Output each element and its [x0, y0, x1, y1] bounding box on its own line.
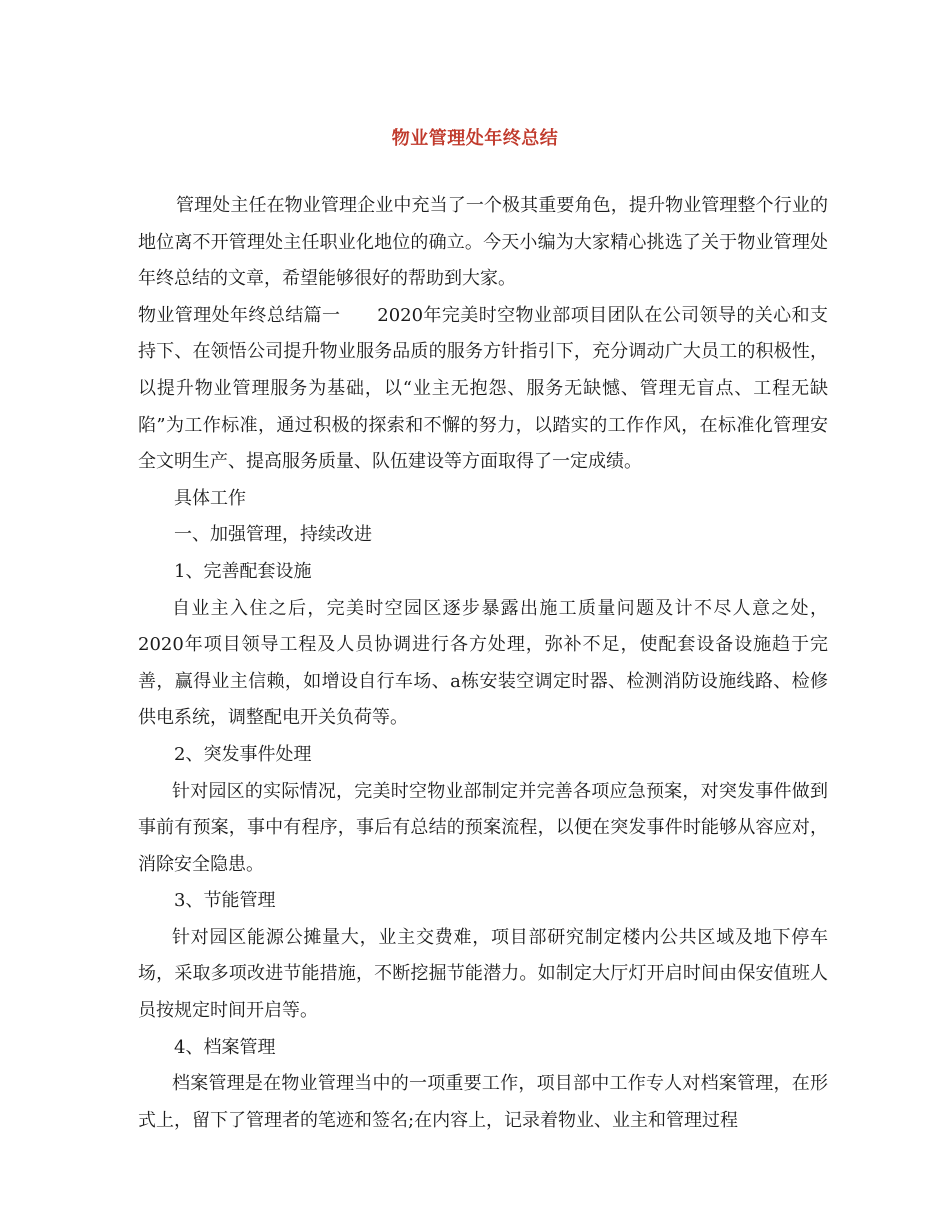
heading-energy: 3、节能管理 [174, 890, 276, 912]
heading-strengthen-management: 一、加强管理，持续改进 [174, 524, 372, 546]
archives-paragraph: 档案管理是在物业管理当中的一项重要工作，项目部中工作专人对档案管理，在形式上，留下了管理者的笔迹和签名;在内容上，记录着物业、业主和管理过程 [138, 1073, 828, 1131]
heading-archives: 4、档案管理 [174, 1036, 276, 1058]
facilities-paragraph: 自业主入住之后，完美时空园区逐步暴露出施工质量问题及计不尽人意之处，2020年项目领导工程及人员协调进行各方处理，弥补不足，使配套设备设施趋于完善，赢得业主信赖，如增设自行车场、a栋安装空调定时器、检测消防设施线路、检修供电系统，调整配电开关负荷等。 [138, 597, 828, 729]
document-body [138, 188, 828, 1139]
heading-facilities: 1、完善配套设施 [174, 560, 312, 582]
energy-paragraph: 针对园区能源公摊量大，业主交费难，项目部研究制定楼内公共区域及地下停车场，采取多项改进节能措施，不断挖掘节能潜力。如制定大厅灯开启时间由保安值班人员按规定时间开启等。 [138, 926, 828, 1022]
heading-emergency: 2、突发事件处理 [174, 743, 312, 765]
intro-paragraph: 管理处主任在物业管理企业中充当了一个极其重要角色，提升物业管理整个行业的地位离不开管理处主任职业化地位的确立。今天小编为大家精心挑选了关于物业管理处年终总结的文章，希望能够很好的帮助到大家。 [138, 195, 828, 290]
emergency-paragraph: 针对园区的实际情况，完美时空物业部制定并完善各项应急预案，对突发事件做到事前有预案，事中有程序，事后有总结的预案流程，以便在突发事件时能够从容应对，消除安全隐患。 [138, 780, 828, 875]
document-title: 物业管理处年终总结 [391, 128, 559, 149]
section-one-paragraph: 物业管理处年终总结篇一 2020年完美时空物业部项目团队在公司领导的关心和支持下、在领悟公司提升物业服务品质的服务方针指引下，充分调动广大员工的积极性，以提升物业管理服务为基础，以“业主无抱怨、服务无缺憾、管理无盲点、工程无缺陷”为工作标准，通过积极的探索和不懈的努力，以踏实的工作作风，在标准化管理安全文明生产、提高服务质量、队伍建设等方面取得了一定成绩。 [138, 304, 828, 473]
heading-specific-work: 具体工作 [174, 487, 246, 509]
